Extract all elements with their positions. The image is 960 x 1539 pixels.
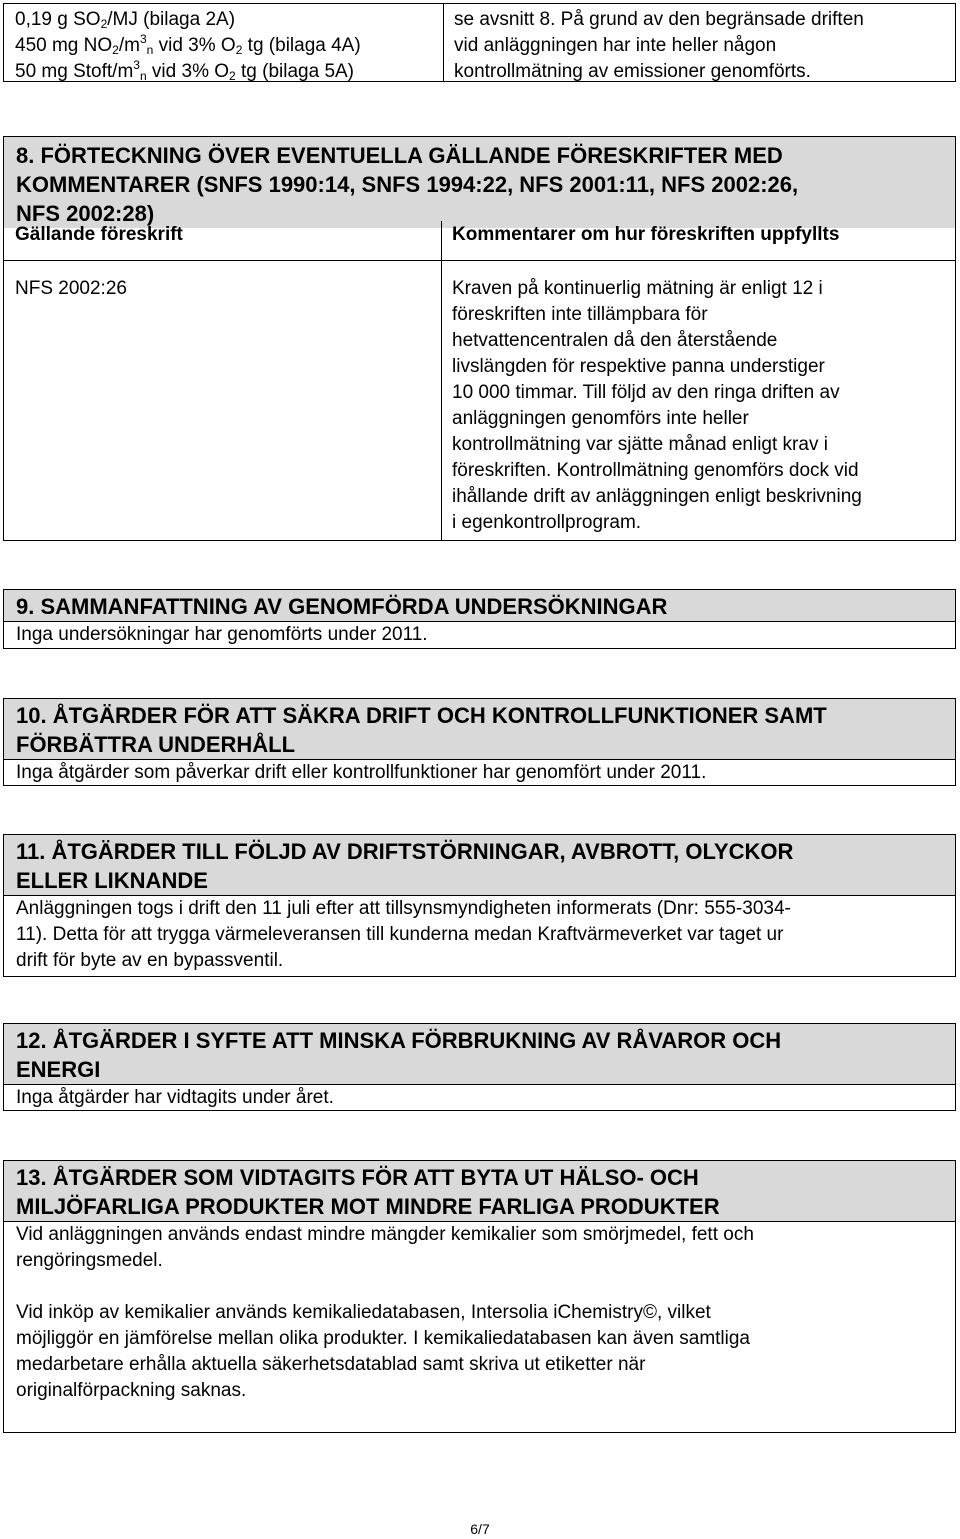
section-11-heading: 11. ÅTGÄRDER TILL FÖLJD AV DRIFTSTÖRNINGAR, AVBROTT, OLYCKOR ELLER LIKNANDE bbox=[4, 835, 955, 895]
col-header-comment: Kommentarer om hur föreskriften uppfyllts bbox=[452, 224, 840, 245]
regulation-cell: NFS 2002:26 bbox=[15, 278, 127, 299]
comment-line: vid anläggningen har inte heller någon bbox=[454, 35, 777, 56]
section-8 bbox=[3, 136, 956, 541]
section-12-body: Inga åtgärder har vidtagits under året. bbox=[16, 1087, 334, 1108]
section-13 bbox=[3, 1160, 956, 1433]
comment-line: kontrollmätning av emissioner genomförts. bbox=[454, 61, 811, 82]
section-9-heading: 9. SAMMANFATTNING AV GENOMFÖRDA UNDERSÖKNINGAR bbox=[4, 590, 955, 621]
section-8-heading: 8. FÖRTECKNING ÖVER EVENTUELLA GÄLLANDE FÖRESKRIFTER MED KOMMENTARER (SNFS 1990:14, SNFS 1994:22, NFS 2001:11, NFS 2002:26, NFS 2002:28) bbox=[4, 137, 955, 228]
section-10-heading: 10. ÅTGÄRDER FÖR ATT SÄKRA DRIFT OCH KONTROLLFUNKTIONER SAMT FÖRBÄTTRA UNDERHÅLL bbox=[4, 699, 955, 759]
comment-line: se avsnitt 8. På grund av den begränsade driften bbox=[454, 9, 864, 30]
section-13-heading: 13. ÅTGÄRDER SOM VIDTAGITS FÖR ATT BYTA UT HÄLSO- OCH MILJÖFARLIGA PRODUKTER MOT MINDRE FARLIGA PRODUKTER bbox=[4, 1161, 955, 1221]
section-9-body: Inga undersökningar har genomförts under 2011. bbox=[16, 624, 428, 645]
section-12 bbox=[3, 1023, 956, 1111]
section-11 bbox=[3, 834, 956, 977]
emission-comment-cell bbox=[444, 4, 955, 81]
section-10-body: Inga åtgärder som påverkar drift eller kontrollfunktioner har genomfört under 2011. bbox=[16, 762, 707, 783]
section-12-heading: 12. ÅTGÄRDER I SYFTE ATT MINSKA FÖRBRUKNING AV RÅVAROR OCH ENERGI bbox=[4, 1024, 955, 1084]
section-11-body: Anläggningen togs i drift den 11 juli efter att tillsynsmyndigheten informerats (Dnr: 555-3034- 11). Detta för att trygga värmeleveransen till kunderna medan Kraftvärmeverket var taget ur drift för byte av en bypassventil. bbox=[16, 898, 791, 971]
emission-limits-table bbox=[3, 3, 956, 82]
limit-no2: 450 mg $NO_2/m^3_n$ vid 3% $O_2$ tg (bilaga 4A) bbox=[15, 32, 361, 57]
table-divider bbox=[4, 260, 955, 261]
page-number: 6/7 bbox=[470, 1521, 490, 1537]
regulations-table bbox=[4, 221, 955, 540]
column-divider bbox=[441, 221, 442, 540]
section-10 bbox=[3, 698, 956, 786]
section-9 bbox=[3, 589, 956, 649]
emission-limits-cell bbox=[4, 4, 444, 81]
col-header-regulation: Gällande föreskrift bbox=[15, 224, 183, 245]
limit-dust: 50 mg Stoft/$m^3_n$ vid 3% $O_2$ tg (bilaga 5A) bbox=[15, 58, 355, 83]
section-13-body: Vid anläggningen används endast mindre mängder kemikalier som smörjmedel, fett och rengöringsmedel. Vid inköp av kemikalier används kemikaliedatabasen, Intersolia iChemistry©, vilket möjliggör en jämförelse mellan olika produkter. I kemikaliedatabasen kan även samtliga medarbetare erhålla aktuella säkerhetsdatablad samt skriva ut etiketter när originalförpackning saknas. bbox=[16, 1224, 754, 1401]
limit-so2: 0,19 g $SO_2/MJ$ (bilaga 2A) bbox=[15, 9, 236, 31]
comment-cell: Kraven på kontinuerlig mätning är enligt 12 i föreskriften inte tillämpbara för hetvattencentralen då den återstående livslängden för respektive panna understiger 10 000 timmar. Till följd av den ringa driften av anläggningen genomförs inte heller kontrollmätning var sjätte månad enligt krav i föreskriften. Kontrollmätning genomförs dock vid ihållande drift av anläggningen enligt beskrivning i egenkontrollprogram. bbox=[452, 278, 862, 533]
